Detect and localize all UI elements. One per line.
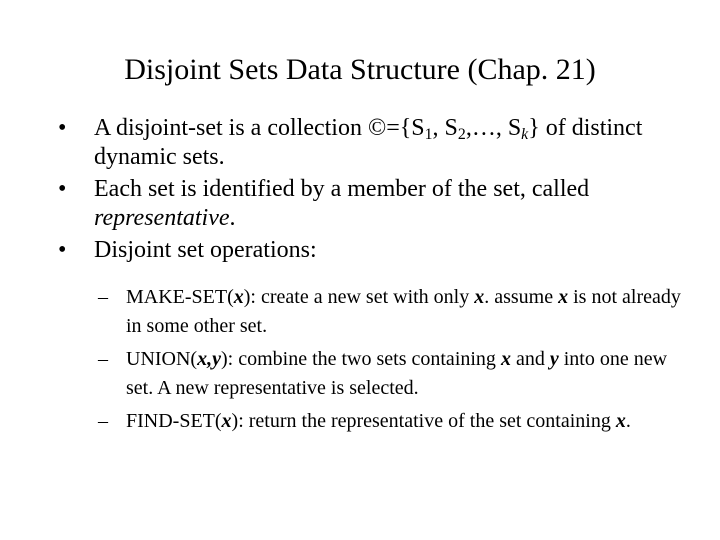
variable: y [212, 348, 221, 370]
sub-bullet-text: FIND-SET( [126, 410, 222, 432]
bullet-operations [58, 236, 698, 265]
bullet-marker: • [58, 115, 67, 141]
sub-bullet-find-set [98, 407, 686, 436]
sub-bullet-text: UNION( [126, 348, 198, 370]
slide-title: Disjoint Sets Data Structure (Chap. 21) [124, 53, 596, 86]
sub-bullet-text: . [625, 410, 631, 432]
sub-bullet-marker: – [98, 348, 108, 370]
emphasis-text: representative [94, 205, 230, 231]
bullet-definition [58, 114, 698, 172]
sub-bullet-text: is not already in some other set. [126, 286, 681, 337]
variable: x [233, 286, 244, 308]
variable: y [549, 348, 559, 370]
bullet-text: Disjoint set operations: [94, 237, 317, 263]
slide-body [58, 114, 698, 440]
sub-bullet-text: ): combine the two sets containing [220, 348, 501, 370]
sub-bullet-text: ): return the representative of the set containing [231, 410, 616, 432]
sub-bullet-text: ): create a new set with only [243, 286, 475, 308]
variable: x [221, 410, 232, 432]
variable: x [474, 286, 485, 308]
bullet-text: ={S [386, 115, 425, 141]
sub-bullet-marker: – [98, 286, 108, 308]
sub-bullet-text: into one new set. A new representative is selected. [126, 348, 668, 399]
bullet-text: , S [432, 115, 458, 141]
collection-symbol: © [367, 115, 387, 141]
bullet-text: . [229, 205, 236, 231]
operations-list [58, 283, 698, 436]
bullet-marker: • [58, 237, 67, 263]
subscript: k [521, 125, 529, 143]
variable: x [615, 410, 626, 432]
sub-bullet-make-set [98, 283, 686, 341]
variable-separator: , [207, 348, 213, 370]
variable: x [500, 348, 511, 370]
bullet-representative [58, 175, 698, 233]
sub-bullet-text: and [510, 348, 550, 370]
sub-bullet-text: . assume [484, 286, 559, 308]
sub-bullet-marker: – [98, 410, 108, 432]
sub-bullet-union [98, 345, 686, 403]
bullet-text: A disjoint-set is a collection [94, 115, 368, 141]
bullet-text: ,…, S [465, 115, 522, 141]
subscript: 1 [424, 125, 433, 143]
bullet-marker: • [58, 176, 67, 202]
bullet-text: } of distinct dynamic sets. [94, 115, 643, 170]
variable: x [558, 286, 569, 308]
variable: x [197, 348, 208, 370]
bullet-text: Each set is identified by a member of the set, called [94, 176, 590, 202]
subscript: 2 [457, 125, 466, 143]
sub-bullet-text: MAKE-SET( [126, 286, 234, 308]
